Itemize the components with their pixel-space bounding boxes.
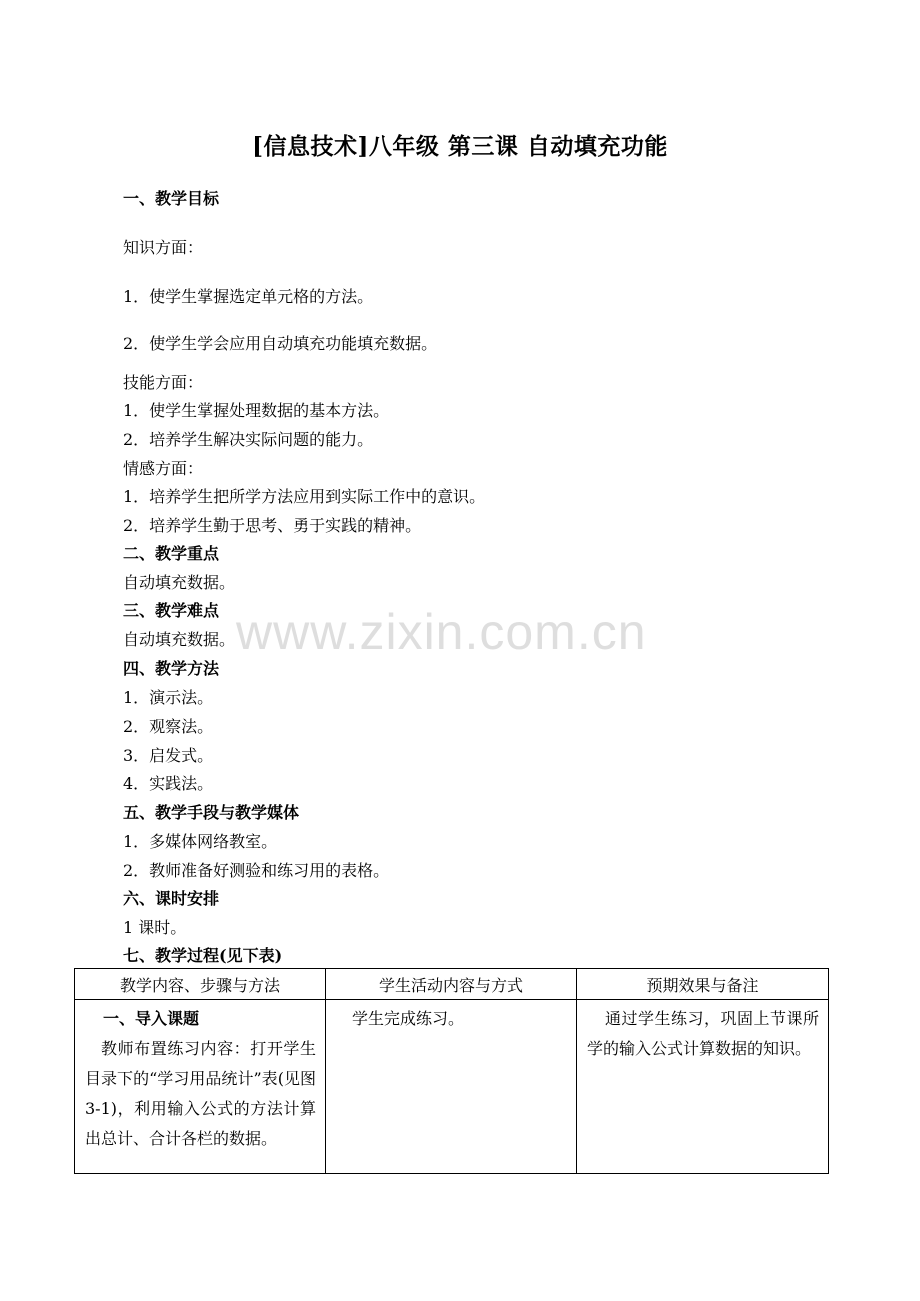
cell-text: 学生完成练习。 [352, 1009, 465, 1028]
table-row [75, 1000, 829, 1174]
cell-heading: 一、导入课题 [103, 1009, 200, 1028]
section-heading-key-points: 二、教学重点 [123, 544, 220, 563]
section-heading-schedule: 六、课时安排 [123, 889, 220, 908]
table-header-row [75, 969, 829, 1000]
page-title: [信息技术]八年级 第三课 自动填充功能 [252, 133, 668, 160]
knowledge-item: 2．使学生学会应用自动填充功能填充数据。 [123, 334, 438, 353]
section-heading-process: 七、教学过程(见下表) [123, 946, 283, 965]
difficulties-text: 自动填充数据。 [123, 630, 236, 649]
emotion-item: 1．培养学生把所学方法应用到实际工作中的意识。 [123, 487, 486, 506]
emotion-item: 2．培养学生勤于思考、勇于实践的精神。 [123, 516, 422, 535]
table-header-cell: 学生活动内容与方式 [326, 969, 577, 1000]
section-heading-media: 五、教学手段与教学媒体 [123, 803, 300, 822]
skill-item: 2．培养学生解决实际问题的能力。 [123, 430, 374, 449]
knowledge-label: 知识方面： [123, 238, 204, 257]
key-points-text: 自动填充数据。 [123, 573, 236, 592]
table-header-cell: 预期效果与备注 [577, 969, 829, 1000]
skill-item: 1．使学生掌握处理数据的基本方法。 [123, 401, 390, 420]
watermark: www.zixin.com.cn [236, 604, 647, 660]
teaching-process-table [74, 968, 829, 1174]
emotion-label: 情感方面： [123, 459, 204, 478]
section-heading-goals: 一、教学目标 [123, 189, 220, 208]
table-cell-activity [326, 1000, 577, 1174]
method-item: 3．启发式。 [123, 746, 214, 765]
method-item: 4．实践法。 [123, 774, 214, 793]
section-heading-methods: 四、教学方法 [123, 659, 220, 678]
schedule-text: 1 课时。 [123, 918, 187, 937]
skill-label: 技能方面： [123, 373, 204, 392]
media-item: 1．多媒体网络教室。 [123, 832, 278, 851]
method-item: 2．观察法。 [123, 717, 214, 736]
cell-text: 教师布置练习内容：打开学生目录下的“学习用品统计”表(见图 3-1)，利用输入公式的方法计算出总计、合计各栏的数据。 [85, 1039, 316, 1148]
table-cell-effect [577, 1000, 829, 1174]
cell-text: 通过学生练习，巩固上节课所学的输入公式计算数据的知识。 [587, 1009, 819, 1058]
section-heading-difficulties: 三、教学难点 [123, 601, 220, 620]
table-header-cell: 教学内容、步骤与方法 [75, 969, 326, 1000]
method-item: 1．演示法。 [123, 688, 214, 707]
table-cell-content [75, 1000, 326, 1174]
knowledge-item: 1．使学生掌握选定单元格的方法。 [123, 287, 374, 306]
media-item: 2．教师准备好测验和练习用的表格。 [123, 861, 390, 880]
